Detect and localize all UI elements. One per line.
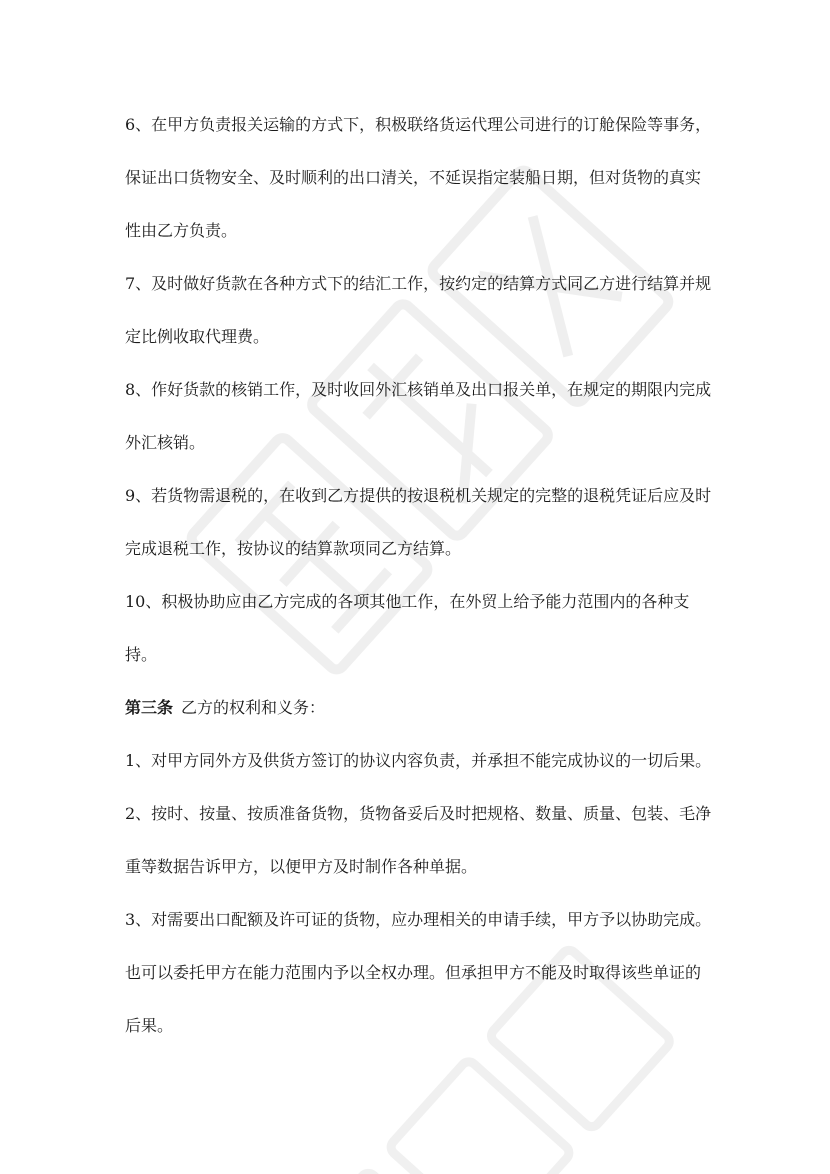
paragraph-7: 7、及时做好货款在各种方式下的结汇工作，按约定的结算方式同乙方进行结算并规定比例收取代理费。	[125, 274, 712, 346]
section-heading-label: 第三条	[125, 698, 174, 717]
section-paragraph-1: 1、对甲方同外方及供货方签订的协议内容负责，并承担不能完成协议的一切后果。	[125, 751, 712, 770]
paragraph-8: 8、作好货款的核销工作，及时收回外汇核销单及出口报关单，在规定的期限内完成外汇核销。	[125, 380, 712, 452]
section-paragraph-2: 2、按时、按量、按质准备货物，货物备妥后及时把规格、数量、质量、包装、毛净重等数据告诉甲方，以便甲方及时制作各种单据。	[125, 804, 712, 876]
paragraph-10: 10、积极协助应由乙方完成的各项其他工作，在外贸上给予能力范围内的各种支持。	[125, 592, 690, 664]
section-paragraph-3: 3、对需要出口配额及许可证的货物，应办理相关的申请手续，甲方予以协助完成。也可以委托甲方在能力范围内予以全权办理。但承担甲方不能及时取得该些单证的后果。	[125, 910, 712, 1035]
document-body	[125, 98, 715, 1052]
paragraph-9: 9、若货物需退税的，在收到乙方提供的按退税机关规定的完整的退税凭证后应及时完成退税工作，按协议的结算款项同乙方结算。	[125, 486, 712, 558]
paragraph-6: 6、在甲方负责报关运输的方式下，积极联络货运代理公司进行的订舱保险等事务，保证出口货物安全、及时顺利的出口清关，不延误指定装船日期，但对货物的真实性由乙方负责。	[125, 115, 712, 240]
section-heading	[125, 681, 715, 734]
section-heading-title: 乙方的权利和义务：	[181, 698, 326, 717]
